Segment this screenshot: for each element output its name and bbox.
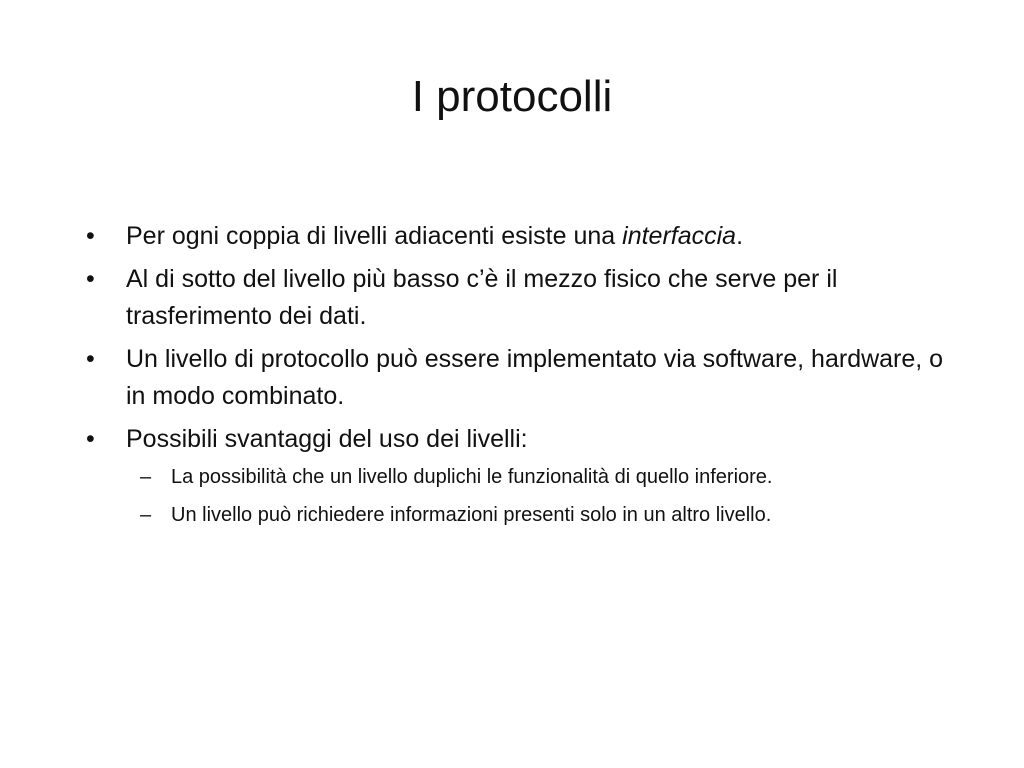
bullet-marker: •: [86, 345, 95, 373]
bullet-text: Un livello di protocollo può essere implementato via software, hardware, o in modo combinato.: [126, 345, 944, 410]
bullet-marker: •: [86, 265, 95, 293]
sub-bullet-item: [140, 462, 911, 492]
bullet-marker: •: [86, 222, 95, 250]
bullet-list: [86, 218, 946, 538]
bullet-marker: •: [86, 425, 95, 453]
bullet-text: Al di sotto del livello più basso c’è il mezzo fisico che serve per il trasferimento dei dati.: [126, 265, 838, 330]
sub-bullet-marker: –: [140, 504, 152, 526]
bullet-text-part: Per ogni coppia di livelli adiacenti esiste una: [126, 222, 623, 250]
bullet-item: [86, 218, 946, 255]
sub-bullet-marker: –: [140, 466, 152, 488]
bullet-item: [86, 421, 946, 458]
emphasized-term: interfaccia: [622, 222, 737, 250]
bullet-text: [126, 222, 743, 250]
bullet-text: Possibili svantaggi del uso dei livelli:: [126, 425, 528, 453]
bullet-item: [86, 341, 946, 415]
bullet-item: [86, 261, 946, 335]
bullet-text-part: .: [736, 222, 744, 250]
sub-bullet-text: Un livello può richiedere informazioni presenti solo in un altro livello.: [171, 504, 772, 526]
sub-bullet-list: [86, 462, 946, 530]
slide-title: I protocolli: [411, 72, 613, 121]
sub-bullet-item: [140, 500, 911, 530]
sub-bullet-text: La possibilità che un livello duplichi le funzionalità di quello inferiore.: [171, 466, 773, 488]
